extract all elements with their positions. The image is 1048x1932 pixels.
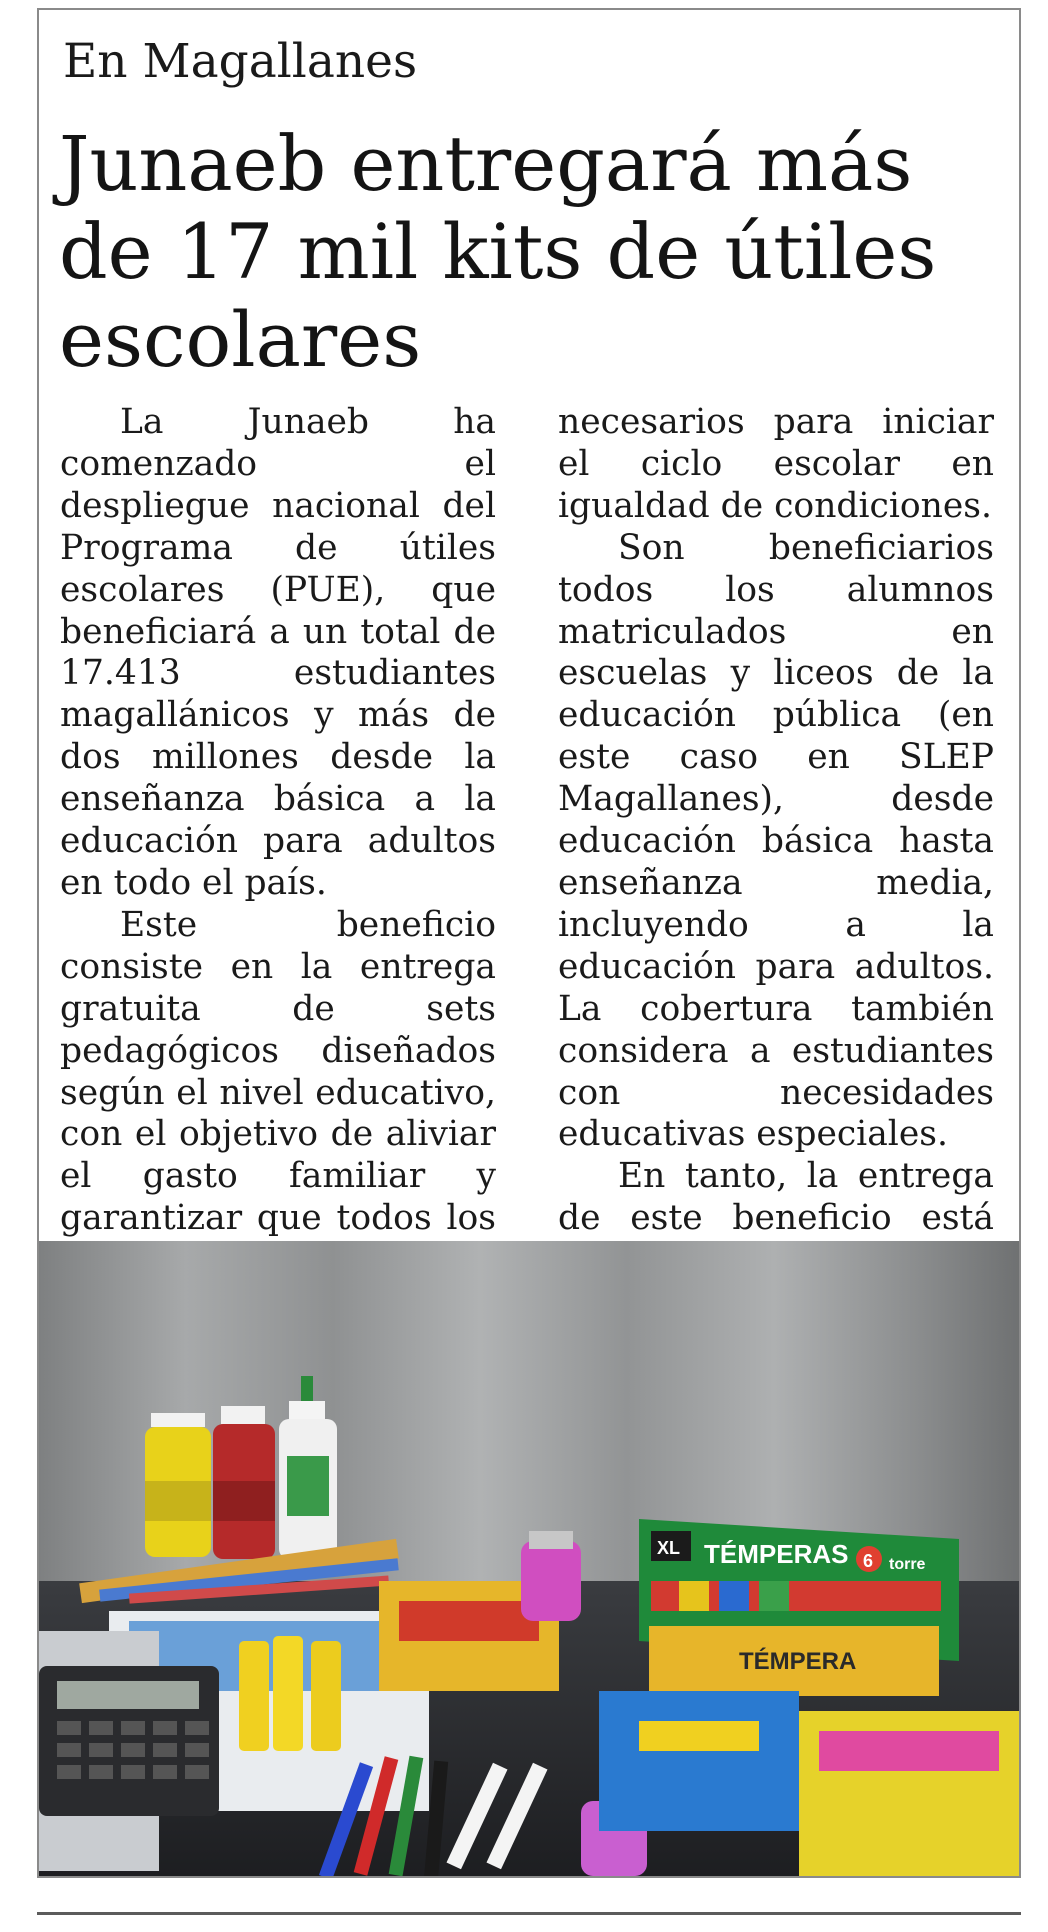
tempera2-label: TÉMPERA [739, 1648, 857, 1675]
xl-label: XL [657, 1538, 681, 1558]
article-clipping [37, 8, 1021, 1878]
article-paragraph-1: La Junaeb ha comenzado el despliegue nacional del Programa de útiles escolares (PUE), que beneficiará a un total de 17.413 estudiantes magallánicos y más de dos millones desde la enseñanza básica a la educación para adultos en todo el país. [60, 402, 496, 903]
brand-label: torre [889, 1556, 926, 1573]
article-column-right [558, 402, 994, 1366]
article-photo [39, 1241, 1019, 1876]
article-column-left [60, 402, 496, 1324]
article-paragraph-4: En tanto, la entrega de este beneficio está [558, 1156, 994, 1239]
article-paragraph-2: Este beneficio consiste en la entrega gratuita de sets pedagógicos diseñados según el nivel educativo, con el objetivo de aliviar el gasto familiar y garantizar que todos los [60, 904, 496, 1239]
article-kicker: En Magallanes [63, 34, 418, 89]
bottom-rule [37, 1912, 1021, 1915]
article-paragraph-3: Son beneficiarios todos los alumnos matriculados en escuelas y liceos de la educación pública (en este caso en SLEP Magallanes), desde educación básica hasta enseñanza media, incluyendo a la educación para adultos. La cobertura también considera a estudiantes con necesidades educativas especiales. [558, 527, 994, 1155]
article-headline: Junaeb entregará más de 17 mil kits de útiles escolares [59, 119, 937, 384]
glue-sticks [239, 1636, 341, 1751]
school-supplies-photo [39, 1241, 1019, 1876]
temperas-label: TÉMPERAS [704, 1539, 849, 1569]
tempera-box-2 [649, 1626, 939, 1696]
calculator [39, 1666, 219, 1816]
temperas-count-label: 6 [863, 1551, 874, 1571]
article-paragraph-2-continuation: necesarios para iniciar el ciclo escolar en igualdad de condiciones. [558, 402, 994, 526]
